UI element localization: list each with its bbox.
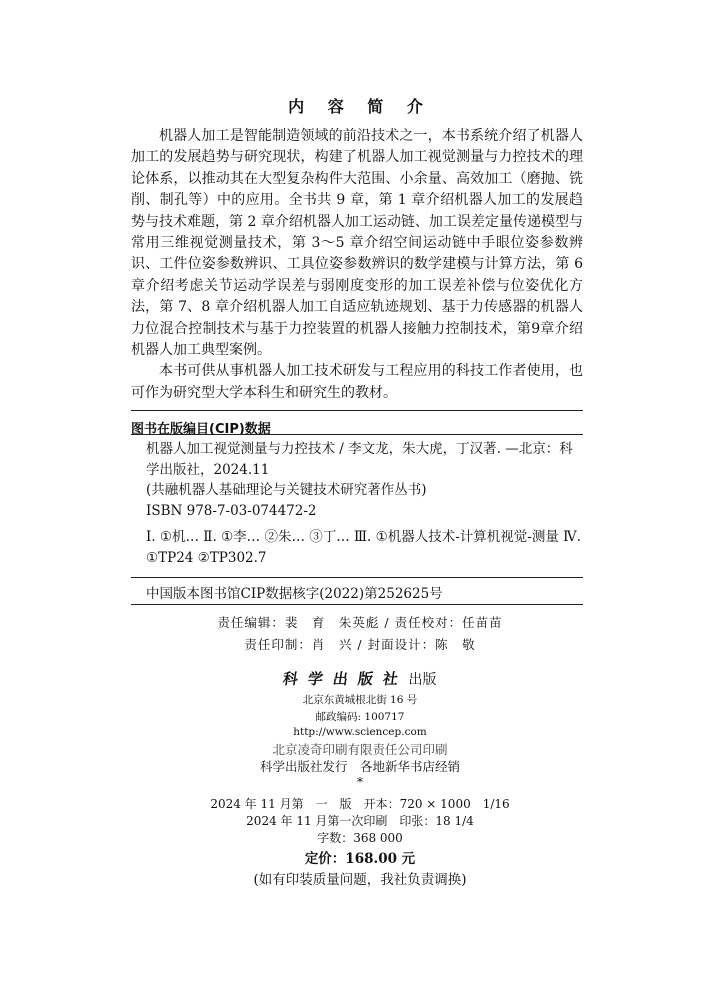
cip-heading: 图书在版编目(CIP)数据 — [131, 422, 271, 437]
quality-notice: (如有印装质量问题，我社负责调换) — [253, 872, 467, 888]
publisher-url: http://www.sciencep.com — [293, 726, 427, 738]
cip-record-rule — [131, 577, 583, 578]
introduction — [131, 126, 583, 404]
cip-series-line: (共融机器人基础理论与关键技术研究著作丛书) — [146, 482, 427, 498]
publisher-logo-text: 科学出版社 — [282, 670, 410, 688]
price: 定价：168.00 元 — [304, 851, 416, 867]
printer-info: 北京凌奇印刷有限责任公司印刷 — [272, 742, 448, 757]
separator-star: * — [357, 775, 363, 789]
cip-isbn: ISBN 978-7-03-074472-2 — [146, 502, 317, 519]
cip-title-line: 机器人加工视觉测量与力控技术 / 李文龙，朱大虎，丁汉著. —北京：科学出版社，2024.11 — [146, 441, 573, 478]
publisher-suffix: 出版 — [408, 672, 437, 688]
staff-line-1: 责任编辑：裴 育 朱英彪 / 责任校对：任苗苗 — [217, 615, 503, 630]
publisher-address: 北京东黄城根北街 16 号 — [302, 694, 418, 706]
distribution-info: 科学出版社发行 各地新华书店经销 — [259, 759, 460, 774]
word-count: 字数：368 000 — [317, 831, 403, 845]
edition-info: 2024 年 11 月第 一 版 开本：720 × 1000 1/16 — [210, 797, 510, 811]
cip-record — [146, 439, 583, 568]
publisher-postcode: 邮政编码: 100717 — [315, 711, 405, 723]
cip-record-number: 中国版本图书馆CIP数据核字(2022)第252625号 — [146, 586, 443, 602]
cip-classification: Ⅰ. ①机… Ⅱ. ①李… ②朱… ③丁… Ⅲ. ①机器人技术-计算机视觉-测量 Ⅳ. ①TP24 ②TP302.7 — [146, 529, 581, 566]
printing-info: 2024 年 11 月第一次印刷 印张：18 1/4 — [246, 814, 474, 828]
publisher-name — [0, 668, 720, 689]
section-title: 内 容 简 介 — [288, 97, 432, 116]
cip-heading-rule — [131, 434, 583, 435]
staff-line-2: 责任印制：肖 兴 / 封面设计：陈 敬 — [244, 637, 476, 652]
intro-paragraph-2: 本书可供从事机器人加工技术研发与工程应用的科技工作者使用，也可作为研究型大学本科生和研究生的教材。 — [131, 363, 583, 401]
cip-top-rule — [131, 410, 583, 411]
intro-paragraph-1: 机器人加工是智能制造领域的前沿技术之一，本书系统介绍了机器人加工的发展趋势与研究现状，构建了机器人加工视觉测量与力控技术的理论体系，以推动其在大型复杂构件大范围、小余量、高效加工（磨抛、铣削、制孔等）中的应用。全书共 9 章，第 1 章介绍机器人加工的发展趋势与技术难题，第 2 章介绍机器人加工运动链、加工误差定量传递模型与常用三维视觉测量技术，第 3～5 章介绍空间运动链中手眼位姿参数辨识、工件位姿参数辨识、工具位姿参数辨识的数学建模与计算方法，第 6 章介绍考虑关节运动学误差与弱刚度变形的加工误差补偿与位姿优化方法，第 7、8 章介绍机器人加工自适应轨迹规划、基于力传感器的机器人力位混合控制技术与基于力控装置的机器人接触力控制技术，第9章介绍机器人加工典型案例。 — [131, 128, 583, 359]
cip-bottom-rule — [131, 604, 583, 605]
